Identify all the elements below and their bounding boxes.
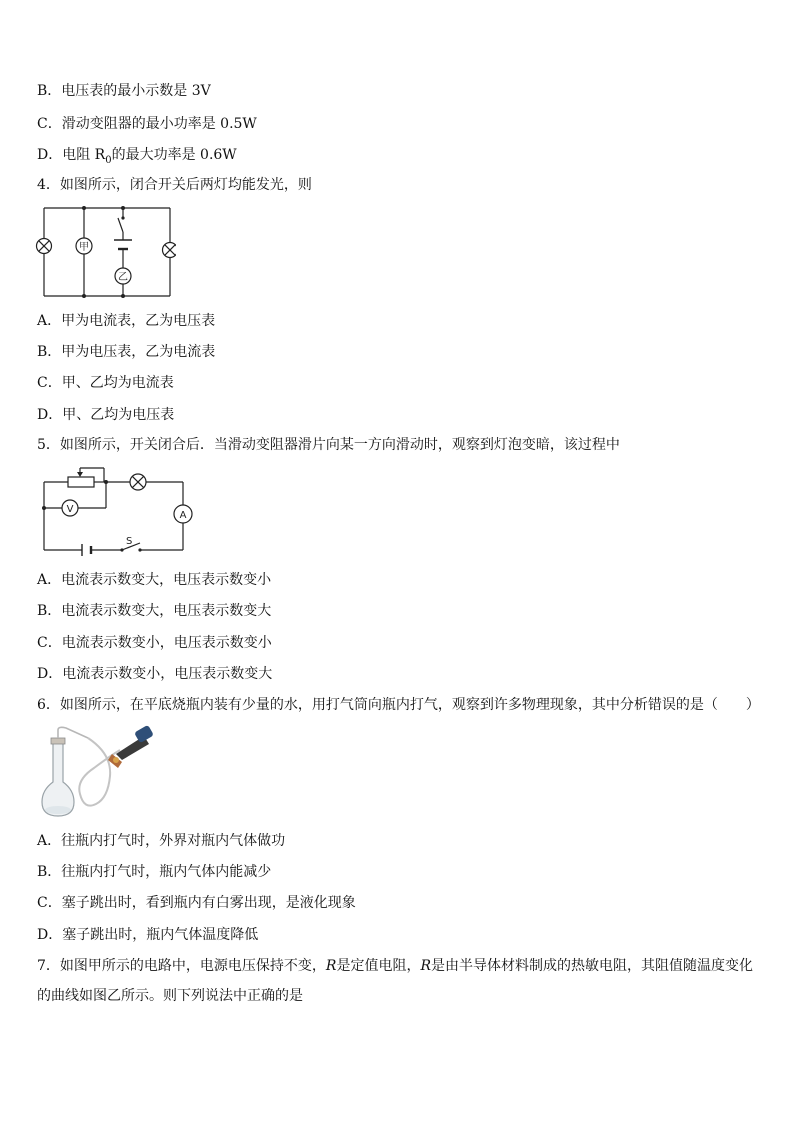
q3-option-d-pre: D．电阻 R	[37, 147, 106, 163]
q7-r0-symbol: R	[325, 958, 337, 974]
lamp-icon	[130, 474, 146, 490]
q3-option-d-post: 的最大功率是 0.6W	[111, 147, 237, 163]
q5-stem: 5．如图所示，开关闭合后．当滑动变阻器滑片向某一方向滑动时，观察到灯泡变暗，该过程中	[37, 437, 620, 453]
q4-option-c: C．甲、乙均为电流表	[37, 375, 174, 391]
q3-option-d-subscript: 0	[105, 154, 112, 166]
left-lamp-icon	[37, 239, 52, 254]
ammeter-label: A	[179, 510, 187, 521]
flask-and-pump-photo	[36, 724, 154, 820]
q4-stem: 4．如图所示，闭合开关后两灯均能发光，则	[37, 177, 312, 193]
q4-option-b: B．甲为电压表，乙为电流表	[37, 344, 216, 360]
q3-option-b: B．电压表的最小示数是 3V	[37, 83, 211, 99]
q5-circuit-diagram	[38, 464, 198, 556]
meter-yi-label: 乙	[118, 272, 128, 283]
q5-option-b: B．电流表示数变大，电压表示数变大	[37, 603, 272, 619]
right-lamp-icon	[163, 243, 177, 258]
q6-option-b: B．往瓶内打气时，瓶内气体内能减少	[37, 864, 272, 880]
q6-option-d: D．塞子跳出时，瓶内气体温度降低	[37, 927, 259, 943]
q6-option-c: C．塞子跳出时，看到瓶内有白雾出现，是液化现象	[37, 895, 356, 911]
q4-option-a: A．甲为电流表，乙为电压表	[37, 313, 216, 329]
q5-option-d: D．电流表示数变小，电压表示数变大	[37, 666, 273, 682]
q4-option-d: D．甲、乙均为电压表	[37, 407, 175, 423]
q7-stem-part-3: 是由半导体材料制成的热敏电阻，其阻值随温度变化的曲线如图乙所示。则下列说法中正确的是	[37, 958, 753, 1004]
q5-option-c: C．电流表示数变小，电压表示数变小	[37, 635, 272, 651]
q3-option-c: C．滑动变阻器的最小功率是 0.5W	[37, 116, 257, 132]
q5-option-a: A．电流表示数变大，电压表示数变小	[37, 572, 272, 588]
voltmeter-label: V	[66, 504, 74, 515]
meter-jia-label: 甲	[79, 242, 89, 253]
q7-stem-part-1: 7．如图甲所示的电路中，电源电压保持不变，	[37, 958, 326, 974]
q6-option-a: A．往瓶内打气时，外界对瓶内气体做功	[37, 833, 286, 849]
q7-stem-part-2: 是定值电阻，	[336, 958, 421, 974]
q7-r-symbol: R	[420, 958, 431, 974]
switch-label: S	[126, 536, 133, 547]
q7-stem	[37, 951, 757, 1011]
q4-circuit-diagram	[34, 202, 176, 302]
q6-stem: 6．如图所示，在平底烧瓶内装有少量的水，用打气筒向瓶内打气，观察到许多物理现象，其中分析错误的是（ ）	[37, 697, 760, 713]
q3-option-d	[37, 146, 237, 170]
